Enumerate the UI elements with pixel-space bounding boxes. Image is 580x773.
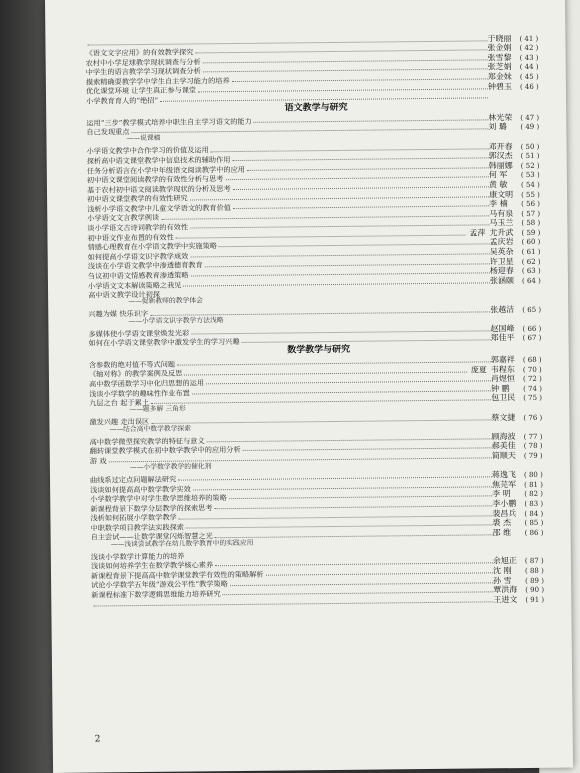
toc-entry-author: 顾海波 xyxy=(491,431,516,442)
toc-entry-page: ( 75 ) xyxy=(523,394,543,403)
toc-subtitle: ——小学语文识字教学方法浅略 xyxy=(128,315,224,325)
toc-entry-page: ( 41 ) xyxy=(519,34,539,43)
toc-entry-title: 中职数学项目教学法实践探索 xyxy=(90,522,185,533)
toc-entry-author: 钟 鹏 xyxy=(491,383,510,394)
toc-entry-page: ( 57 ) xyxy=(521,209,541,218)
dot-leader xyxy=(215,534,493,538)
toc-entry-coauthor: 庞夏 xyxy=(470,364,487,375)
dot-leader xyxy=(242,340,491,344)
toc-entry-author: 包卫民 xyxy=(491,393,516,403)
toc-entry-title: 运用“三步”教学模式培养中职生自主学习语文的能力 xyxy=(86,116,252,128)
toc-entry-page: ( 52 ) xyxy=(520,161,540,170)
toc-entry-title: 自主尝试——让数学课堂闪烁智慧之光 xyxy=(90,531,213,543)
toc-entry-page: ( 43 ) xyxy=(519,53,539,62)
toc-entry-title: 农村中小学足球教学现状调查与分析 xyxy=(85,56,201,68)
toc-entry-page: ( 64 ) xyxy=(521,276,541,285)
toc-entry-page: ( 89 ) xyxy=(525,576,544,585)
toc-entry-page: ( 42 ) xyxy=(519,44,539,53)
toc-entry-title: 浅析如何拓展小学数学教学 xyxy=(90,512,177,523)
toc-entry-page: ( 55 ) xyxy=(521,190,540,199)
toc-entry-page: ( 70 ) xyxy=(522,365,542,374)
toc-entry-page: ( 46 ) xyxy=(519,82,539,91)
toc-entry-author: 余旭正 xyxy=(492,556,517,566)
toc-entry-author: 张越洁 xyxy=(490,304,515,314)
toc-entry-title: 摸索精确要教学学中学生自主学习能力的培养 xyxy=(85,75,230,87)
toc-entry-title: 曲线系过定点问题解法研究 xyxy=(89,474,177,485)
toc-entry-page: ( 54 ) xyxy=(520,180,540,189)
toc-entry-title: 如何提高小学语文识字教学成效 xyxy=(87,251,189,262)
toc-entry-page: ( 53 ) xyxy=(520,171,540,180)
toc-entry-title: 谈小学语文古诗词教学的有效性 xyxy=(87,222,189,233)
toc-entry-page: ( 56 ) xyxy=(521,199,541,209)
toc-entry-title: 兴趣为媒 快乐识字 xyxy=(88,309,149,319)
toc-entry-title: 浅谈小学数学计算能力的培养 xyxy=(90,551,185,562)
toc-subtitle: ——题多解 三角形 xyxy=(129,404,186,414)
toc-entry-title: 试论小学数学五年级“游戏公平性”教学策略 xyxy=(91,579,228,591)
toc-entry-page: ( 49 ) xyxy=(520,123,540,132)
toc-entry-author: 康文明 xyxy=(489,189,514,199)
toc-entry-page: ( 91 ) xyxy=(525,595,545,604)
toc-entry-page: ( 66 ) xyxy=(522,324,542,333)
toc-entry-author: 蒋逸飞 xyxy=(491,470,517,480)
toc-entry-author: 尤升武 xyxy=(489,227,514,238)
toc-entry-page: ( 87 ) xyxy=(524,557,544,566)
toc-entry-title: 新课程标准下数学逻辑思维能力培养研究 xyxy=(91,589,221,600)
toc-entry-author: 张涵颐 xyxy=(489,275,515,286)
toc-entry-page: ( 85 ) xyxy=(524,518,544,528)
toc-entry-author: 于晓丽 xyxy=(487,33,512,43)
toc-entry-title: 浅谈小学数学的趣味性作业布置 xyxy=(89,388,190,399)
toc-entry-author: 李 楠 xyxy=(489,199,508,209)
toc-entry-author: 孙 雪 xyxy=(493,575,512,585)
section-heading: 数学教学与研究 xyxy=(287,345,351,356)
toc-entry-title: 基于农村初中语文阅读教学现状的分析及思考 xyxy=(86,183,231,195)
toc-entry-title: 小学语文教学中合作学习的价值及运用 xyxy=(86,145,209,156)
toc-entry-author: 马有泉 xyxy=(489,208,514,219)
toc-entry-author: 郭汉杰 xyxy=(488,151,513,161)
toc-entry-author: 郑金妹 xyxy=(487,72,512,82)
toc-entry-page: ( 82 ) xyxy=(524,490,544,499)
toc-entry-title: 新课程背景下提高高中数学课堂教学有效性的策略解析 xyxy=(90,569,264,581)
toc-entry-title: 初中语文课堂阅读教学的有效性分析与思考 xyxy=(86,174,224,185)
toc-entry-page: ( 74 ) xyxy=(523,384,542,393)
toc-entry-page: ( 50 ) xyxy=(520,142,540,151)
toc-entry-author: 简顺天 xyxy=(491,451,516,461)
toc-entry-author: 张芝娟 xyxy=(487,62,512,72)
toc-entry-author: 杨迎春 xyxy=(489,266,514,276)
toc-entry-author: 孟庆岩 xyxy=(489,237,514,247)
toc-entry-author: 赵国峰 xyxy=(490,323,515,334)
toc-entry-page: ( 59 ) xyxy=(521,228,541,237)
toc-entry-title: 激发兴趣 走出误区 xyxy=(89,417,150,427)
toc-entry-author: 沈 刚 xyxy=(492,566,512,576)
toc-entry-author: 郝美佳 xyxy=(491,441,516,451)
toc-entry-page: ( 78 ) xyxy=(523,442,543,451)
toc-entry-page: ( 51 ) xyxy=(520,151,540,161)
toc-entry-page: ( 72 ) xyxy=(522,375,542,384)
toc-entry-author: 李小鹏 xyxy=(492,498,517,509)
toc-entry-page: ( 44 ) xyxy=(519,63,539,72)
toc-entry-title: 翻转课堂教学模式在初中数学教学中的应用分析 xyxy=(89,445,241,456)
toc-entry-page: ( 86 ) xyxy=(524,528,544,537)
toc-entry-title: 探析高中语文课堂教学中信息技术的辅助作用 xyxy=(86,154,231,166)
toc-entry-author: 马玉兰 xyxy=(489,218,514,228)
toc-entry-title: 小学语文文本解读策略之我见 xyxy=(87,280,182,291)
toc-entry-title: 高中数学函数学习中化归思想的运用 xyxy=(88,378,205,389)
toc-entry-page: ( 77 ) xyxy=(523,432,543,441)
toc-entry-title: 小学教育育人的“绝招” xyxy=(86,95,159,106)
toc-entry-author: 覃洪海 xyxy=(493,585,518,595)
toc-entry-title: 浅谈如何培养学生在数学教学核心素养 xyxy=(90,560,214,571)
toc-entry-title: 《轴对称》的教学案例及反思 xyxy=(88,368,183,379)
toc-entry-author: 张金娟 xyxy=(487,43,512,53)
toc-entry-page: ( 90 ) xyxy=(525,586,545,595)
toc-entry-title: 小学语文文言教学例谈 xyxy=(87,213,160,224)
toc-entry-title: 多媒体使小学语文课堂焕发光彩 xyxy=(88,328,190,339)
toc-entry-page: ( 67 ) xyxy=(522,334,542,343)
toc-entry-author: 王进文 xyxy=(493,594,518,605)
toc-entry-author: 蔡文捷 xyxy=(491,412,516,422)
toc-entry-author: 郑佳平 xyxy=(490,333,515,343)
toc-entry-title: 含参数的绝对值不等式问题 xyxy=(88,359,176,370)
toc-entry-title: 浅谈如何提高高中数学教学实效 xyxy=(90,484,191,495)
toc-page xyxy=(45,0,573,773)
toc-entry-page: ( 68 ) xyxy=(522,355,542,365)
section-heading: 语文教学与研究 xyxy=(284,102,348,114)
toc-entry-author: 钟碧玉 xyxy=(487,81,512,91)
toc-subtitle: ——小学数学教学的催化剂 xyxy=(129,462,212,472)
toc-entry-author: 邵 维 xyxy=(492,527,512,538)
toc-entry-author: 黄 敏 xyxy=(488,180,508,190)
toc-subtitle: ——浅谈尝试教学在幼儿数学教育中的实践应用 xyxy=(110,538,254,549)
toc-entry-page: ( 47 ) xyxy=(520,113,540,122)
toc-entry-title: 浅析小学语文教学中儿童文学语文的教育价值 xyxy=(87,202,231,214)
toc-entry-page: ( 58 ) xyxy=(521,219,541,228)
toc-entry-page: ( 88 ) xyxy=(524,566,544,576)
toc-entry-page: ( 81 ) xyxy=(524,480,543,489)
toc-entry-author: 邓开春 xyxy=(488,141,513,151)
toc-entry-page: ( 63 ) xyxy=(521,267,541,276)
toc-entry-page: ( 65 ) xyxy=(522,305,542,314)
toc-entry-author: 韩丽娜 xyxy=(488,160,513,171)
toc-entry-title: 优化课堂环境 让学生真正参与课堂 xyxy=(85,85,197,96)
toc-subtitle: ——说课稿 xyxy=(126,134,161,143)
toc-entry-page: ( 79 ) xyxy=(523,451,543,460)
toc-entry-author: 郭嘉祥 xyxy=(490,355,515,365)
toc-entry-title: 自己发现重点 xyxy=(86,127,130,137)
toc-entry-page: ( 80 ) xyxy=(523,470,543,480)
toc-entry-title: 小学数学教学中对学生数学思维培养的策略 xyxy=(90,493,227,504)
dot-leader xyxy=(93,601,493,606)
toc-entry-author: 张雪黎 xyxy=(487,52,512,63)
toc-entry-title: 《语文文字应用》的有效教学探究 xyxy=(85,47,194,58)
toc-subtitle: ——结合高中数学教学探索 xyxy=(109,424,192,433)
toc-entry-coauthor: 孟萍 xyxy=(469,228,486,238)
page-number: 2 xyxy=(94,734,101,745)
toc-entry-title: 高中数学微型探究教学的特征与意义 xyxy=(89,435,205,447)
toc-entry-author: 吴英杂 xyxy=(489,247,514,257)
table-of-contents xyxy=(85,33,551,609)
toc-entry-author: 李 明 xyxy=(492,489,511,499)
toc-entry-title: 高中语文教学设计初探 xyxy=(88,290,161,300)
toc-entry-page: ( 61 ) xyxy=(521,247,541,257)
toc-entry-title: 情感心理教育在小学语文教学中实施策略 xyxy=(87,241,218,252)
toc-entry-page: ( 45 ) xyxy=(519,72,539,82)
toc-entry-author: 林光荣 xyxy=(488,112,513,123)
toc-entry-page: ( 76 ) xyxy=(523,413,543,422)
toc-entry-title: 中学生的语言教学学习现状调查分析 xyxy=(85,66,201,77)
toc-entry-title: 新课程背景下数学分层教学的探索思考 xyxy=(90,502,213,514)
toc-subtitle: ——促新教师的教学体会 xyxy=(128,296,203,306)
toc-entry-page: ( 83 ) xyxy=(524,499,544,508)
toc-entry-title: 九层之台 起于累土 xyxy=(89,398,150,408)
toc-entry-title: 初中语文课堂教学的有效性研究 xyxy=(87,193,188,204)
toc-entry-page: ( 84 ) xyxy=(524,509,544,518)
toc-entry-title: 刍议初中语文情感教育渗透策略 xyxy=(87,270,189,281)
toc-entry-author: 裘 杰 xyxy=(492,518,512,528)
toc-entry-title: 游 戏 xyxy=(89,456,107,466)
toc-entry-author: 何 军 xyxy=(488,170,508,180)
toc-entry-author: 韦程东 xyxy=(490,364,515,374)
toc-entry-title: 初中语文作业布置的有效性 xyxy=(87,232,174,243)
toc-entry-author: 肖煜恒 xyxy=(490,374,516,384)
toc-entry-author: 许卫星 xyxy=(489,256,514,267)
toc-entry-title: 任务分析语言在小学中年级语文阅读教学中的应用 xyxy=(86,164,245,176)
toc-entry-author: 刘 璐 xyxy=(488,122,507,132)
toc-entry-title: 浅谈在小学语文教学中渗透德育教育 xyxy=(87,260,203,272)
toc-entry-author: 裴昌兵 xyxy=(492,508,517,518)
toc-entry-page: ( 62 ) xyxy=(521,257,541,266)
toc-entry-page: ( 60 ) xyxy=(521,238,541,247)
toc-entry-title: 如何在小学语文课堂教学中激发学生的学习兴趣 xyxy=(88,337,240,348)
toc-entry-author: 焦芫军 xyxy=(492,479,517,490)
